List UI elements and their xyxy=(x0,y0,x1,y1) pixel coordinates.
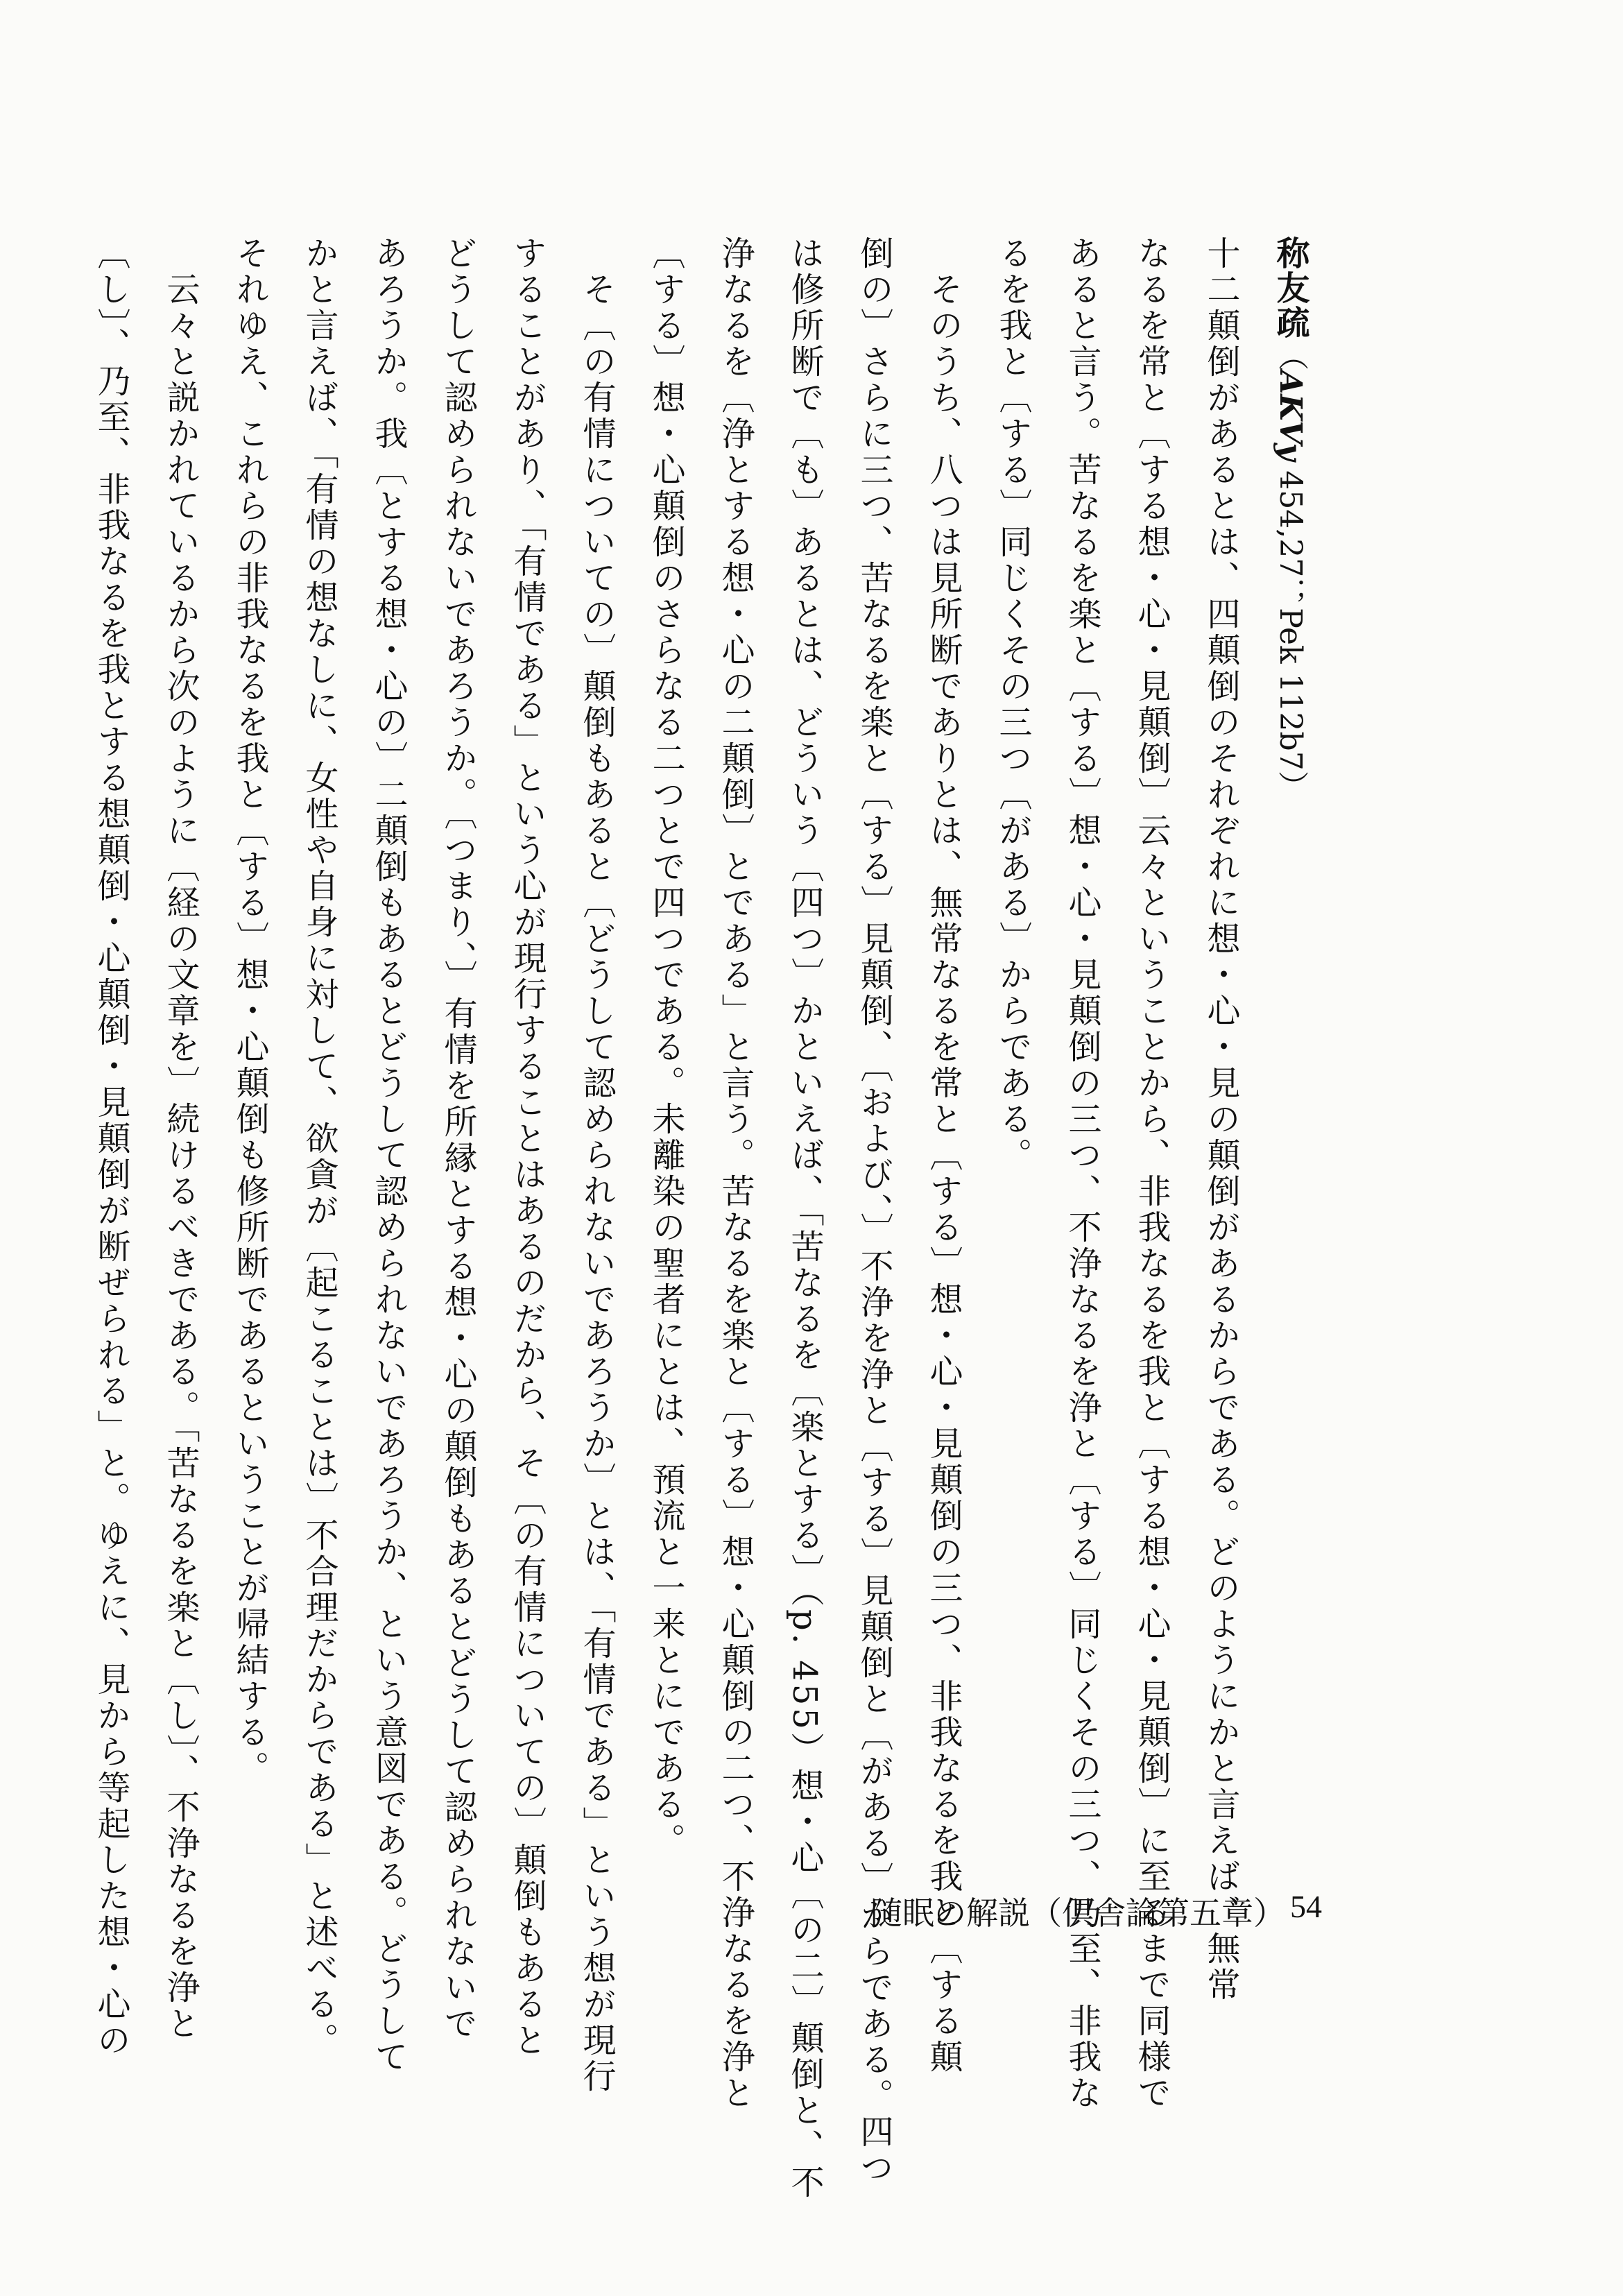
running-footer xyxy=(857,1888,1342,1937)
text-line: るを我と〔する〕同じくその三つ〔がある〕からである。 xyxy=(993,236,1032,1174)
heading-reference: （AKVy 454,27；Pek 112b7） xyxy=(1273,340,1308,801)
text-line: 浄なるを〔浄とする想・心の二顛倒〕とである」と言う。苦なるを楽と〔する〕想・心顛倒の二つ、不浄なるを浄と xyxy=(716,236,755,2111)
text-line: 倒の〕さらに三つ、苦なるを楽と〔する〕見顛倒、〔および、〕不浄を浄と〔する〕見顛倒と〔がある〕からである。四つ xyxy=(855,236,893,2186)
text-line: どうして認められないであろうか。〔つまり、〕有情を所縁とする想・心の顛倒もあるとどうして認められないで xyxy=(438,236,477,2042)
text-line: そ〔の有情についての〕顛倒もあると〔どうして認められないであろうか〕とは、「有情である」という想が現行 xyxy=(577,236,616,2095)
text-line: 〔する〕想・心顛倒のさらなる二つとで四つである。未離染の聖者にとは、預流と一来とにである。 xyxy=(646,236,685,1859)
section-heading xyxy=(1255,236,1325,2116)
vertical-text-body xyxy=(76,236,1325,2201)
text-line: 云々と説かれているから次のように〔経の文章を〕続けるべきである。「苦なるを楽と〔し〕、不浄なるを浄と xyxy=(161,236,200,2042)
text-line: かと言えば、「有情の想なしに、女性や自身に対して、欲貪が〔起こることは〕不合理だからである」と述べる。 xyxy=(300,236,338,2059)
heading-title: 称友疏 xyxy=(1271,236,1309,340)
text-line: 〔し〕、乃至、非我なるを我とする想顛倒・心顛倒・見顛倒が断ぜられる」と。ゆえに、見から等起した想・心の xyxy=(92,236,130,2059)
text-line: することがあり、「有情である」という心が現行することはあるのだから、そ〔の有情についての〕顛倒もあると xyxy=(508,236,547,2059)
text-line: 十二顛倒があるとは、四顛倒のそれぞれに想・心・見の顛倒があるからである。どのようにかと言えば、無常 xyxy=(1201,236,1240,2003)
text-line: それゆえ、これらの非我なるを我と〔する〕想・心顛倒も修所断であるということが帰結する。 xyxy=(230,236,269,1787)
text-line: なるを常と〔する想・心・見顛倒〕云々ということから、非我なるを我と〔する想・心・見顛倒〕に至るまで同様で xyxy=(1132,236,1171,2111)
text-line: あると言う。苦なるを楽と〔する〕想・心・見顛倒の三つ、不浄なるを浄と〔する〕同じくその三つ、乃至、非我な xyxy=(1063,236,1101,2111)
text-line: は修所断で〔も〕あるとは、どういう〔四つ〕かといえば、「苦なるを〔楽とする〕（p. 455）想・心〔の二〕顛倒と、不 xyxy=(785,236,824,2201)
text-line: そのうち、八つは見所断でありとは、無常なるを常と〔する〕想・心・見顛倒の三つ、非我なるを我と〔する顛 xyxy=(924,236,963,2075)
text-line: あろうか。我〔とする想・心の〕二顛倒もあるとどうして認められないであろうか、という意図である。どうして xyxy=(369,236,408,2075)
page-number: 54 xyxy=(1290,1889,1322,1924)
running-title: 随眠の解説（倶舎論第五章） xyxy=(870,1894,1285,1932)
